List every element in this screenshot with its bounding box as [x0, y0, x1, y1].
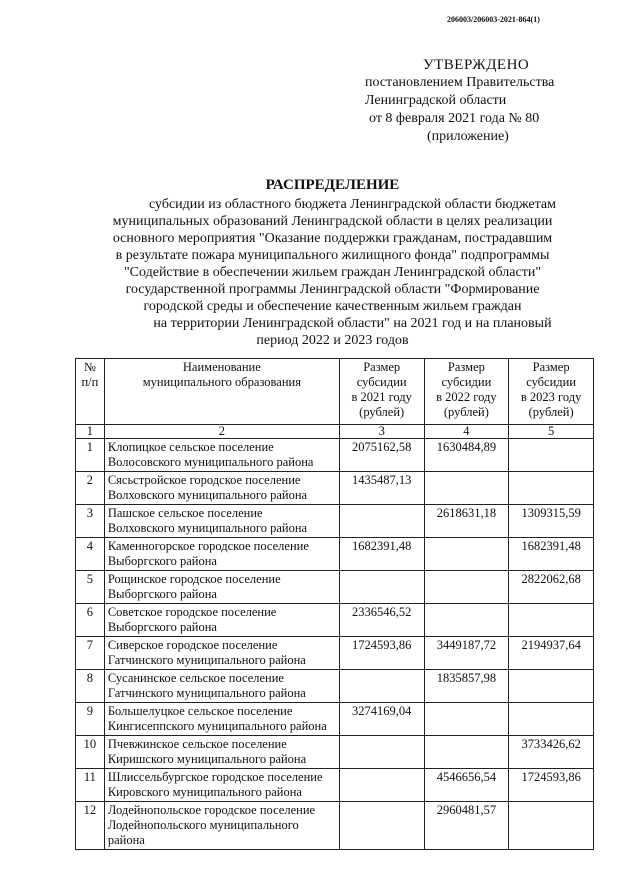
table-row [76, 802, 594, 850]
subsidy-2022: 3449187,72 [424, 637, 509, 670]
subsidy-2021 [339, 670, 424, 703]
table-row [76, 670, 594, 703]
approval-line: от 8 февраля 2021 года № 80 [369, 111, 540, 126]
municipality-name [104, 637, 339, 670]
column-index: 2 [104, 425, 339, 439]
title-line: субсидии из областного бюджета Ленинградской области бюджетам [148, 197, 557, 212]
subsidy-2022: 4546656,54 [424, 769, 509, 802]
subsidy-2023: 3733426,62 [509, 736, 594, 769]
row-number: 6 [76, 604, 105, 637]
table-row [76, 505, 594, 538]
subsidy-2023 [509, 604, 594, 637]
row-number: 9 [76, 703, 105, 736]
table-row [76, 439, 594, 472]
subsidy-2023 [509, 472, 594, 505]
subsidy-table [75, 358, 594, 850]
municipality-name [104, 505, 339, 538]
municipality-name-line: Выборгского района [107, 587, 217, 601]
row-number: 1 [76, 439, 105, 472]
municipality-name-line: Сясьстройское городское поселение [107, 473, 301, 487]
municipality-name-line: Киришского муниципального района [107, 752, 307, 766]
subsidy-2022 [424, 604, 509, 637]
column-index: 4 [424, 425, 509, 439]
row-number: 4 [76, 538, 105, 571]
row-number: 10 [76, 736, 105, 769]
subsidy-2023: 1309315,59 [509, 505, 594, 538]
municipality-name [104, 802, 339, 850]
row-number: 7 [76, 637, 105, 670]
subsidy-2022: 1835857,98 [424, 670, 509, 703]
municipality-name-line: Пчевжинское сельское поселение [107, 737, 287, 751]
subsidy-2023 [509, 439, 594, 472]
municipality-name-line: Каменногорское городское поселение [107, 539, 309, 553]
municipality-name-line: Лодейнопольского муниципального [107, 818, 299, 832]
municipality-name-line: Волосовского муниципального района [107, 455, 314, 469]
row-number: 11 [76, 769, 105, 802]
subsidy-2022: 2960481,57 [424, 802, 509, 850]
municipality-name-line: Гатчинского муниципального района [107, 653, 306, 667]
subsidy-2021 [339, 571, 424, 604]
municipality-name-line: Сусанинское сельское поселение [107, 671, 284, 685]
municipality-name-line: Волховского муниципального района [107, 521, 308, 535]
municipality-name-line: района [107, 833, 145, 847]
table-row [76, 604, 594, 637]
header-name: Наименование муниципального образования [104, 359, 339, 425]
municipality-name [104, 439, 339, 472]
title-line: основного мероприятия "Оказание поддержки гражданам, пострадавшим [112, 231, 553, 246]
row-number: 12 [76, 802, 105, 850]
subsidy-2023: 1724593,86 [509, 769, 594, 802]
subsidy-2021: 2075162,58 [339, 439, 424, 472]
municipality-name [104, 736, 339, 769]
municipality-name-line: Рощинское городское поселение [107, 572, 281, 586]
municipality-name-line: Гатчинского муниципального района [107, 686, 306, 700]
column-index: 1 [76, 425, 105, 439]
title-line: государственной программы Ленинградской области "Формирование [125, 282, 540, 297]
municipality-name [104, 769, 339, 802]
header-2023: Размер субсидии в 2023 году (рублей) [509, 359, 594, 425]
title-line: на территории Ленинградской области" на 2021 год и на плановый [153, 316, 552, 331]
title-line: в результате пожара муниципального жилищного фонда" подпрограммы [115, 248, 550, 263]
municipality-name [104, 604, 339, 637]
subsidy-2022: 2618631,18 [424, 505, 509, 538]
subsidy-2023 [509, 670, 594, 703]
table-row [76, 703, 594, 736]
subsidy-2023 [509, 703, 594, 736]
subsidy-2021 [339, 769, 424, 802]
column-index: 3 [339, 425, 424, 439]
row-number: 3 [76, 505, 105, 538]
municipality-name-line: Советское городское поселение [107, 605, 277, 619]
subsidy-2021 [339, 736, 424, 769]
municipality-name [104, 571, 339, 604]
subsidy-2023 [509, 802, 594, 850]
subsidy-2021: 1724593,86 [339, 637, 424, 670]
approval-line: Ленинградской области [365, 93, 507, 108]
subsidy-2022 [424, 571, 509, 604]
subsidy-2022 [424, 472, 509, 505]
municipality-name [104, 538, 339, 571]
table-row [76, 736, 594, 769]
subsidy-2021: 1682391,48 [339, 538, 424, 571]
header-2021: Размер субсидии в 2021 году (рублей) [339, 359, 424, 425]
municipality-name-line: Лодейнопольское городское поселение [107, 803, 316, 817]
subsidy-2021: 2336546,52 [339, 604, 424, 637]
approval-line: постановлением Правительства [365, 75, 555, 90]
row-number: 2 [76, 472, 105, 505]
subsidy-2021 [339, 802, 424, 850]
subsidy-2021 [339, 505, 424, 538]
subsidy-2022 [424, 736, 509, 769]
subsidy-2022: 1630484,89 [424, 439, 509, 472]
subsidy-2023: 1682391,48 [509, 538, 594, 571]
title-line: "Содействие в обеспечении жильем граждан Ленинградской области" [123, 265, 542, 280]
row-number: 8 [76, 670, 105, 703]
subsidy-2022 [424, 538, 509, 571]
table-row [76, 472, 594, 505]
subsidy-2023: 2194937,64 [509, 637, 594, 670]
approval-heading: УТВЕРЖДЕНО [423, 57, 530, 73]
approval-block [365, 56, 615, 146]
title-heading: РАСПРЕДЕЛЕНИЕ [265, 177, 400, 193]
table-row [76, 538, 594, 571]
column-index-row [76, 425, 594, 439]
municipality-name [104, 472, 339, 505]
document-id: 206003/206003-2021-864(1) [447, 15, 540, 24]
municipality-name-line: Шлиссельбургское городское поселение [107, 770, 323, 784]
title-line: городской среды и обеспечение качественным жильем граждан [143, 299, 522, 314]
table-header-row [76, 359, 594, 425]
subsidy-2022 [424, 703, 509, 736]
municipality-name-line: Волховского муниципального района [107, 488, 308, 502]
table-row [76, 769, 594, 802]
header-2022: Размер субсидии в 2022 году (рублей) [424, 359, 509, 425]
approval-line: (приложение) [427, 129, 509, 144]
municipality-name-line: Выборгского района [107, 620, 217, 634]
document-title [40, 177, 625, 349]
subsidy-2021: 1435487,13 [339, 472, 424, 505]
title-line: период 2022 и 2023 годов [256, 333, 409, 348]
header-number: № п/п [76, 359, 105, 425]
municipality-name-line: Клопицкое сельское поселение [107, 440, 274, 454]
municipality-name-line: Большелуцкое сельское поселение [107, 704, 293, 718]
table-row [76, 571, 594, 604]
municipality-name [104, 670, 339, 703]
municipality-name-line: Кингисеппского муниципального района [107, 719, 327, 733]
table-row [76, 637, 594, 670]
column-index: 5 [509, 425, 594, 439]
subsidy-2021: 3274169,04 [339, 703, 424, 736]
municipality-name-line: Пашское сельское поселение [107, 506, 263, 520]
municipality-name [104, 703, 339, 736]
title-line: муниципальных образований Ленинградской области в целях реализации [112, 214, 553, 229]
subsidy-2023: 2822062,68 [509, 571, 594, 604]
municipality-name-line: Выборгского района [107, 554, 217, 568]
municipality-name-line: Сиверское городское поселение [107, 638, 278, 652]
municipality-name-line: Кировского муниципального района [107, 785, 302, 799]
row-number: 5 [76, 571, 105, 604]
